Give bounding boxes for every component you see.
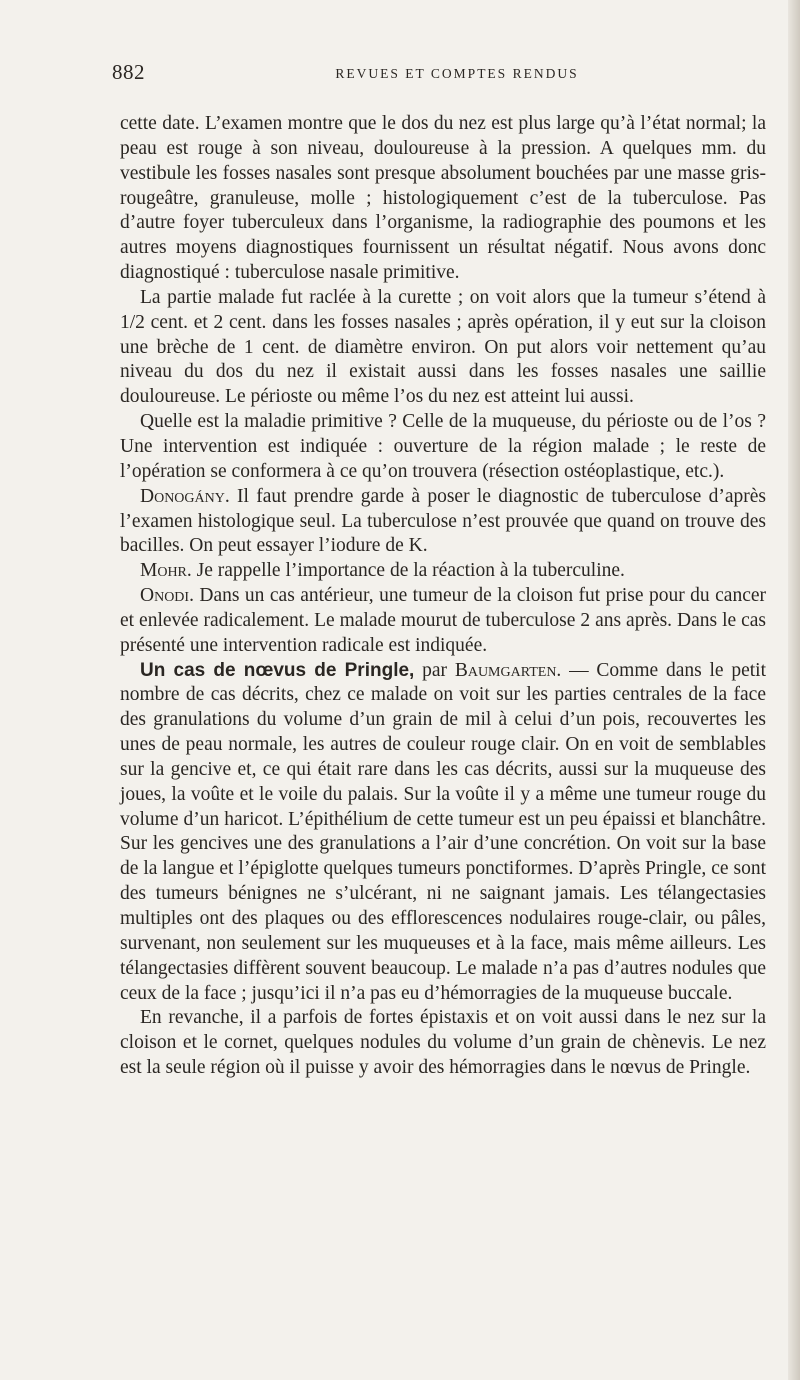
- paragraph-text: Je rappelle l’importance de la réaction à la tuberculine.: [196, 560, 625, 582]
- discussion-paragraph: [120, 559, 766, 584]
- paragraph: [120, 410, 766, 485]
- by-word: par: [422, 659, 448, 681]
- paragraph-text: Quelle est la maladie primitive ? Celle de la muqueuse, du périoste ou de l’os ? Une intervention est indiquée : ouverture de la région malade ; le reste de l’opération se conformera à ce qu’on trouvera (résection ostéoplastique, etc.).: [120, 411, 766, 482]
- discussion-paragraph: [120, 485, 766, 560]
- speaker-name: Donogány.: [140, 485, 230, 507]
- speaker-name: Onodi.: [140, 585, 194, 607]
- paragraph-text: En revanche, il a parfois de fortes épistaxis et on voit aussi dans le nez sur la cloison et le cornet, quelques nodules du volume d’un grain de chènevis. Le nez est la seule région où il puisse y avoir des hémorragies dans le nœvus de Pringle.: [120, 1007, 766, 1079]
- paragraph-text: — Comme dans le petit nombre de cas décrits, chez ce malade on voit sur les parties centrales de la face des granulations du volume d’un grain de mil à celui d’un pois, recouvertes les unes de peau normale, les autres de couleur rouge clair. On en voit de semblables sur la gencive et, ce qui était rare dans les cas décrits, aussi sur la muqueuse des joues, la voûte et le voile du palais. Sur la voûte il y a même une tumeur rouge du volume d’un haricot. L’épithélium de cette tumeur est un peu épaissi et blanchâtre. Sur les gencives une des granulations a l’air d’une concrétion. On voit sur la base de la langue et l’épiglotte quelques tumeurs ponctiformes. D’après Pringle, ce sont des tumeurs bénignes ne s’ulcérant, ni ne saignant jamais. Les télangectasies multiples ont des plaques ou des efflorescences nodulaires rouge-clair, ou pâles, survenant, non seulement sur les muqueuses et à la face, mais même ailleurs. Les télangectasies diffèrent souvent beaucoup. Le malade n’a pas d’autres nodules que ceux de la face ; jusqu’ici il n’a pas eu d’hémorragies de la muqueuse buccale.: [120, 659, 767, 1004]
- running-title: REVUES ET COMPTES RENDUS: [335, 66, 579, 81]
- speaker-name: Mohr.: [140, 560, 192, 582]
- paragraph-text: Dans un cas antérieur, une tumeur de la cloison fut prise pour du cancer et enlevée radicalement. Le malade mourut de tuberculose 2 ans après. Dans le cas présenté une intervention radicale est indiquée.: [120, 585, 766, 656]
- case-heading: Un cas de nœvus de Pringle,: [140, 659, 415, 681]
- page-edge: [788, 0, 800, 1380]
- paragraph: [120, 1006, 766, 1081]
- paragraph: [120, 286, 766, 410]
- page-header: [112, 60, 762, 90]
- case-report-paragraph: [120, 659, 766, 1007]
- page-number: 882: [112, 60, 145, 84]
- discussion-paragraph: [120, 584, 766, 659]
- author-name: Baumgarten.: [454, 659, 562, 681]
- paragraph-text: cette date. L’examen montre que le dos du nez est plus large qu’à l’état normal; la peau est rouge à son niveau, douloureuse à la pression. A quelques mm. du vestibule les fosses nasales sont presque absolument bouchées par une masse gris-rougeâtre, granuleuse, molle ; histologiquement c’est de la tuberculose. Pas d’autre foyer tuberculeux dans l’organisme, la radiographie des poumons et les autres moyens diagnostiques fournissent un résultat négatif. Nous avons donc diagnostiqué : tuberculose nasale primitive.: [120, 113, 766, 284]
- body-text: [120, 112, 766, 1081]
- paragraph-text: La partie malade fut raclée à la curette ; on voit alors que la tumeur s’étend à 1/2 cent. et 2 cent. dans les fosses nasales ; après opération, il y eut sur la cloison une brèche de 1 cent. de diamètre environ. On put alors voir nettement qu’au niveau du dos du nez il existait aussi dans les fosses nasales une saillie douloureuse. Le périoste ou même l’os du nez est atteint lui aussi.: [120, 286, 766, 408]
- paragraph: [120, 112, 766, 286]
- paragraph-text: Il faut prendre garde à poser le diagnostic de tuberculose d’après l’examen histologique seul. La tuberculose n’est prouvée que quand on trouve des bacilles. On peut essayer l’iodure de K.: [120, 485, 766, 557]
